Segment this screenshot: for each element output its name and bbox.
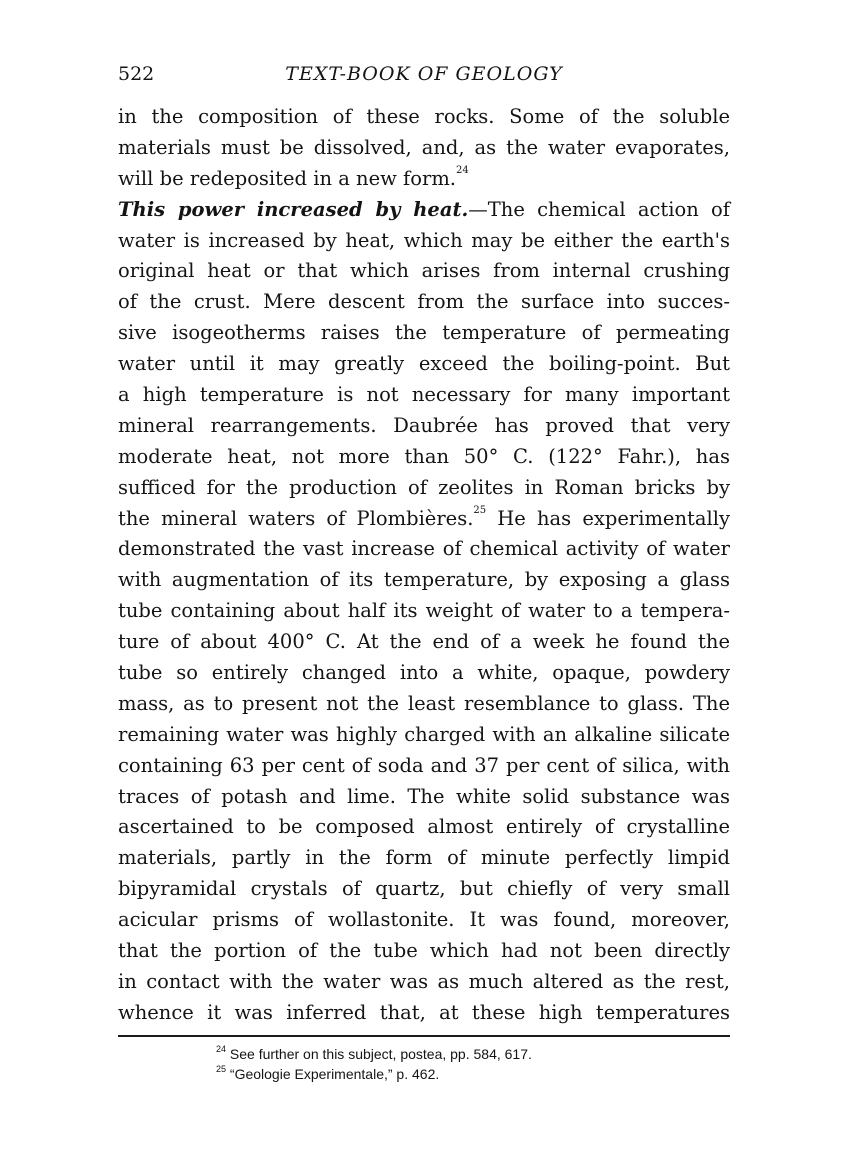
text-line: containing 63 per cent of soda and 37 per cent of silica, with xyxy=(118,753,730,777)
running-title: TEXT-BOOK OF GEOLOGY xyxy=(285,63,563,85)
text-line: of the crust. Mere descent from the surface into succes- xyxy=(118,290,730,314)
text-line: sufficed for the production of zeolites in Roman bricks by xyxy=(118,475,730,499)
footnote-ref-24: 24 xyxy=(456,164,469,176)
footnote-text: “Geologie Experimentale,” p. 462. xyxy=(226,1066,440,1082)
text-line: materials must be dissolved, and, as the water evaporates, xyxy=(118,135,730,159)
footnote-25 xyxy=(216,1064,532,1084)
text-line: that the portion of the tube which had not been directly xyxy=(118,939,730,963)
text-line: mineral rearrangements. Daubrée has proved that very xyxy=(118,413,730,437)
footnote-divider xyxy=(118,1035,730,1037)
text-line: demonstrated the vast increase of chemical activity of water xyxy=(118,537,730,561)
text-line: a high temperature is not necessary for many important xyxy=(118,383,730,407)
text-line: original heat or that which arises from internal crushing xyxy=(118,259,730,283)
footnote-number: 25 xyxy=(216,1064,227,1074)
text-line: whence it was inferred that, at these high temperatures xyxy=(118,1000,730,1024)
text-line xyxy=(118,164,730,195)
text-line xyxy=(118,195,730,226)
footnote-24 xyxy=(216,1044,532,1064)
text-line: ascertained to be composed almost entirely of crystalline xyxy=(118,815,730,839)
text-line: bipyramidal crystals of quartz, but chiefly of very small xyxy=(118,877,730,901)
text-line: remaining water was highly charged with an alkaline silicate xyxy=(118,722,730,746)
text-line: tube containing about half its weight of water to a tempera- xyxy=(118,599,730,623)
text-fragment: He has experimentally xyxy=(486,506,730,530)
text-line: in contact with the water was as much altered as the rest, xyxy=(118,969,730,993)
footnote-number: 24 xyxy=(216,1044,227,1054)
side-heading: This power increased by heat. xyxy=(118,197,469,221)
body-text xyxy=(118,102,730,1029)
text-fragment: the mineral waters of Plombières. xyxy=(118,506,474,530)
text-line: water is increased by heat, which may be either the earth's xyxy=(118,228,730,252)
text-line xyxy=(118,504,730,535)
text-line: with augmentation of its temperature, by exposing a glass xyxy=(118,568,730,592)
footnote-ref-25: 25 xyxy=(473,504,487,516)
running-header xyxy=(118,60,730,88)
text-line: materials, partly in the form of minute perfectly limpid xyxy=(118,846,730,870)
text-line: tube so entirely changed into a white, opaque, powdery xyxy=(118,661,730,685)
text-line: sive isogeotherms raises the temperature of permeating xyxy=(118,321,730,345)
text-line: mass, as to present not the least resemblance to glass. The xyxy=(118,691,730,715)
text-line: traces of potash and lime. The white solid substance was xyxy=(118,784,730,808)
text-line: acicular prisms of wollastonite. It was found, moreover, xyxy=(118,908,730,932)
text-line: ture of about 400° C. At the end of a week he found the xyxy=(118,630,730,654)
text-line: water until it may greatly exceed the boiling-point. But xyxy=(118,352,730,376)
page-number: 522 xyxy=(118,63,155,85)
text-fragment: —The chemical action of xyxy=(468,197,730,221)
text-line: in the composition of these rocks. Some of the soluble xyxy=(118,105,730,128)
text-line: moderate heat, not more than 50° C. (122° Fahr.), has xyxy=(118,444,730,468)
footnote-text: See further on this subject, postea, pp. 584, 617. xyxy=(226,1046,532,1062)
text-fragment: will be redeposited in a new form. xyxy=(118,166,457,190)
footnotes xyxy=(216,1044,532,1084)
